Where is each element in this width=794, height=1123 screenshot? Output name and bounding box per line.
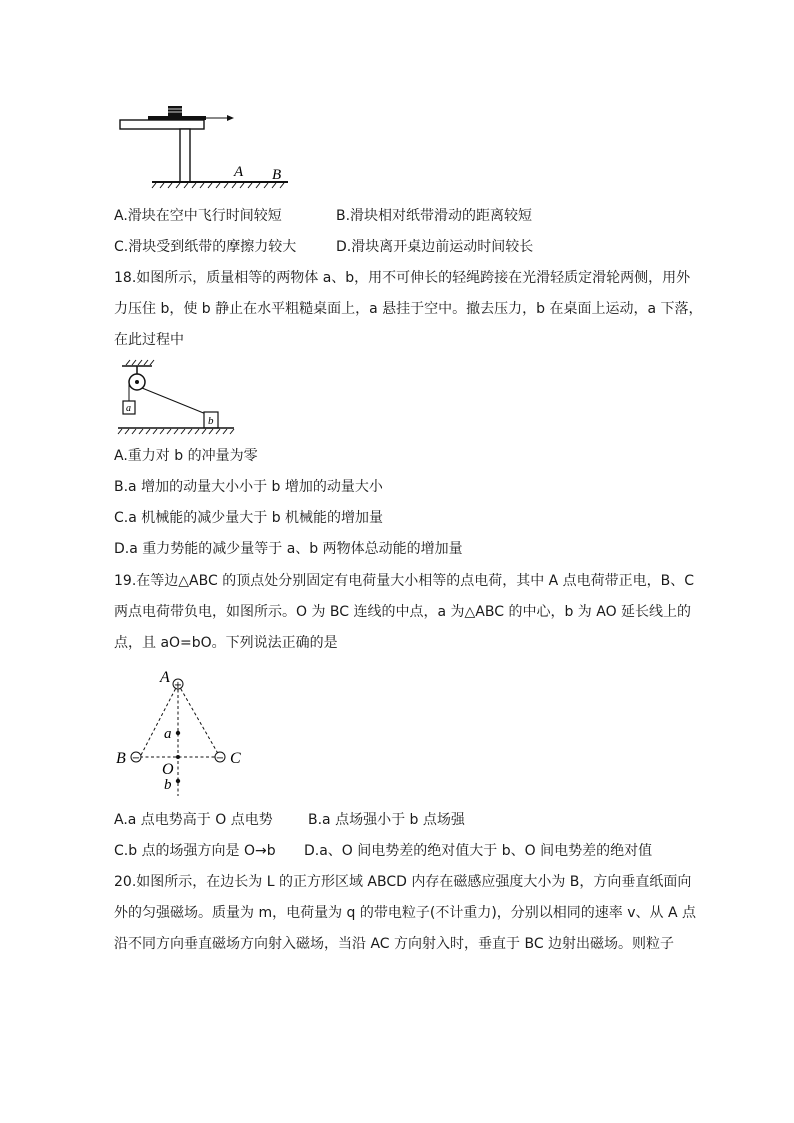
q18-option-c: C.a 机械能的减少量大于 b 机械能的增加量 xyxy=(114,510,384,526)
q19-option-b: B.a 点场强小于 b 点场强 xyxy=(308,812,465,828)
q20-stem-line-2: 外的匀强磁场。质量为 m，电荷量为 q 的带电粒子(不计重力)，分别以相同的速率 v、从 A 点 xyxy=(114,905,697,921)
q19-figure-label-B: B xyxy=(116,750,126,767)
q18-stem-line-3: 在此过程中 xyxy=(114,332,184,348)
q17-option-d: D.滑块离开桌边前运动时间较长 xyxy=(336,239,534,255)
q18-figure-label-b: b xyxy=(208,415,214,427)
q20-stem-line-3: 沿不同方向垂直磁场方向射入磁场，当沿 AC 方向射入时，垂直于 BC 边射出磁场。则粒子 xyxy=(114,936,675,952)
q19-option-c: C.b 点的场强方向是 O→b xyxy=(114,843,276,859)
q19-option-d: D.a、O 间电势差的绝对值大于 b、O 间电势差的绝对值 xyxy=(304,843,653,859)
q18-figure-label-a: a xyxy=(126,403,131,414)
q18-stem-line-2: 力压住 b，使 b 静止在水平粗糙桌面上，a 悬挂于空中。撤去压力，b 在桌面上运动，a 下落， xyxy=(114,301,703,317)
q18-option-d: D.a 重力势能的减少量等于 a、b 两物体总动能的增加量 xyxy=(114,541,463,557)
q18-stem-line-1: 18.如图所示，质量相等的两物体 a、b，用不可伸长的轻绳跨接在光滑轻质定滑轮两侧，用外 xyxy=(114,270,691,286)
q17-option-b: B.滑块相对纸带滑动的距离较短 xyxy=(336,208,533,224)
q17-figure-table-slider xyxy=(110,98,310,190)
q17-figure-label-b: B xyxy=(272,167,282,183)
q17-option-a: A.滑块在空中飞行时间较短 xyxy=(114,208,282,224)
q19-option-a: A.a 点电势高于 O 点电势 xyxy=(114,812,273,828)
q20-stem-line-1: 20.如图所示，在边长为 L 的正方形区域 ABCD 内存在磁感应强度大小为 B，方向垂直纸面向 xyxy=(114,874,692,890)
q19-figure-label-C: C xyxy=(230,750,241,767)
q19-stem-line-1: 19.在等边△ABC 的顶点处分别固定有电荷量大小相等的点电荷，其中 A 点电荷带正电，B、C xyxy=(114,573,695,589)
q19-stem-line-3: 点，且 aO=bO。下列说法正确的是 xyxy=(114,635,338,651)
q19-figure-charge-b-sign: − xyxy=(131,753,141,764)
q18-option-b: B.a 增加的动量大小小于 b 增加的动量大小 xyxy=(114,479,383,495)
q19-figure-label-b: b xyxy=(164,777,172,793)
q18-option-a: A.重力对 b 的冲量为零 xyxy=(114,448,258,464)
q17-figure-label-a: A xyxy=(234,164,244,180)
q19-figure-charge-a-sign: + xyxy=(173,680,183,691)
q19-figure-label-O: O xyxy=(162,761,174,778)
q19-stem-line-2: 两点电荷带负电，如图所示。O 为 BC 连线的中点，a 为△ABC 的中心，b 为 AO 延长线上的 xyxy=(114,604,692,620)
q17-option-c: C.滑块受到纸带的摩擦力较大 xyxy=(114,239,297,255)
q19-figure-charge-c-sign: − xyxy=(215,753,225,764)
q19-figure-label-A: A xyxy=(160,669,170,686)
q18-figure-pulley xyxy=(116,358,236,438)
q19-figure-triangle-charges xyxy=(110,664,250,804)
q19-figure-label-a: a xyxy=(164,726,172,742)
